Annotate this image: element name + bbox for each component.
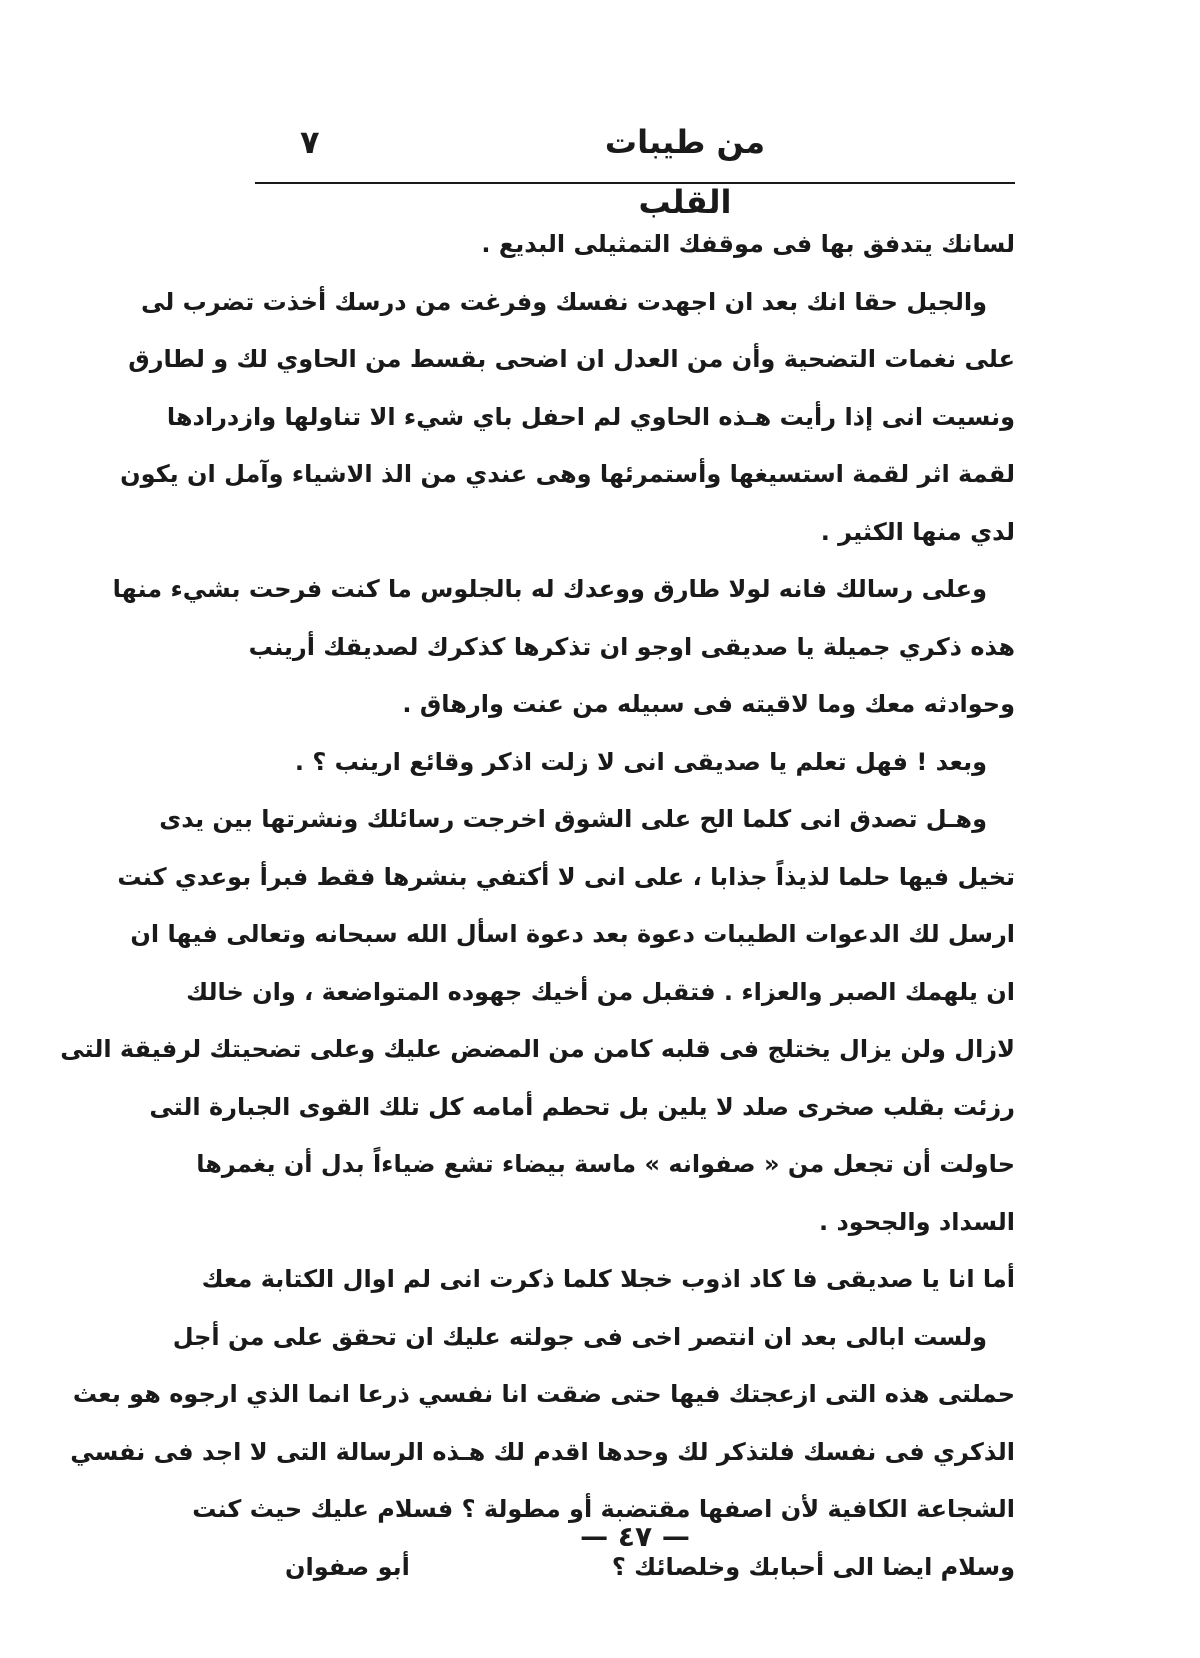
text-line: لقمة اثر لقمة استسيغها وأستمرئها وهى عندي من الذ الاشياء وآمل ان يكون <box>120 460 1015 488</box>
text-line: تخيل فيها حلما لذيذاً جذابا ، على انى لا أكتفي بنشرها فقط فبرأ بوعدي كنت <box>117 862 1015 891</box>
text-line: لسانك يتدفق بها فى موقفك التمثيلى البديع . <box>481 230 1015 258</box>
text-line: الذكري فى نفسك فلتذكر لك وحدها اقدم لك هـذه الرسالة التى لا اجد فى نفسي <box>70 1437 1015 1466</box>
text-line: وبعد ! فهل تعلم يا صديقى انى لا زلت اذكر وقائع ارينب ؟ . <box>294 747 987 776</box>
text-line: رزئت بقلب صخرى صلد لا يلين بل تحطم أمامه كل تلك القوى الجبارة التى <box>149 1092 1015 1121</box>
text-line: السداد والجحود . <box>818 1207 1015 1236</box>
text-line: ونسيت انى إذا رأيت هـذه الحاوي لم احفل باي شيء الا تناولها وازدرادها <box>166 402 1015 431</box>
header-page-number: ٧ <box>300 123 320 161</box>
text-line: ولست ابالى بعد ان انتصر اخى فى جولته عليك ان تحقق على من أجل <box>172 1322 987 1351</box>
page-header <box>255 112 1015 221</box>
text-line: والجيل حقا انك بعد ان اجهدت نفسك وفرغت من درسك أخذت تضرب لى <box>140 287 987 316</box>
running-title: من طيبات القلب <box>604 123 766 221</box>
text-line: على نغمات التضحية وأن من العدل ان اضحى بقسط من الحاوي لك و لطارق <box>128 345 1015 373</box>
text-line: أما انا يا صديقى فا كاد اذوب خجلا كلما ذكرت انى لم اوال الكتابة معك <box>201 1265 1015 1293</box>
text-line: وحوادثه معك وما لاقيته فى سبيله من عنت وارهاق . <box>402 690 1015 718</box>
text-line: حملتى هذه التى ازعجتك فيها حتى ضقت انا نفسي ذرعا انما الذي ارجوه هو بعث <box>72 1380 1015 1408</box>
text-line: حاولت أن تجعل من « صفوانه » ماسة بيضاء تشع ضياءاً بدل أن يغمرها <box>196 1150 1015 1178</box>
header-rule <box>255 182 1015 184</box>
letter-body <box>60 216 1015 1596</box>
text-line: ارسل لك الدعوات الطيبات دعوة بعد دعوة اسأل الله سبحانه وتعالى فيها ان <box>130 920 1015 948</box>
text-line: لازال ولن يزال يختلج فى قلبه كامن من المضض عليك وعلى تضحيتك لرفيقة التى <box>60 1035 1015 1063</box>
text-line: الشجاعة الكافية لأن اصفها مقتضبة أو مطولة ؟ فسلام عليك حيث كنت <box>192 1495 1015 1523</box>
page-folio: — ٤٧ — <box>580 1520 690 1553</box>
closing-line: وسلام ايضا الى أحبابك وخلصائك ؟ <box>611 1552 1015 1581</box>
text-line: ان يلهمك الصبر والعزاء . فتقبل من أخيك جهوده المتواضعة ، وان خالك <box>186 977 1015 1006</box>
text-line: وهـل تصدق انى كلما الح على الشوق اخرجت رسائلك ونشرتها بين يدى <box>159 805 987 833</box>
signature: أبو صفوان <box>285 1552 410 1581</box>
text-line: وعلى رسالك فانه لولا طارق ووعدك له بالجلوس ما كنت فرحت بشيء منها <box>112 575 987 603</box>
text-line: لدي منها الكثير . <box>820 517 1015 546</box>
text-line: هذه ذكري جميلة يا صديقى اوجو ان تذكرها كذكرك لصديقك أرينب <box>248 632 1015 661</box>
